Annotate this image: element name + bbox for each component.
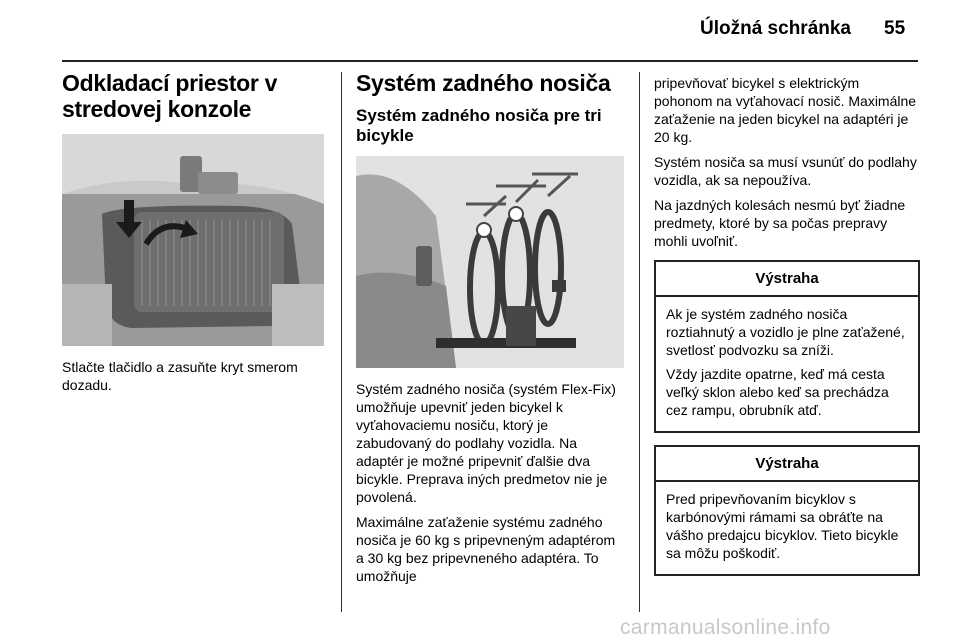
warning-paragraph: Vždy jazdite opatrne, keď má cesta veľký sklon alebo keď sa prechádza cez rampu, obrubník atď. bbox=[666, 366, 889, 418]
console-photo bbox=[62, 134, 324, 346]
warning-title: Výstraha bbox=[656, 262, 918, 297]
paragraph: Maximálne zaťaženie systému zadného nosiča je 60 kg s pripevneným adaptérom a 30 kg bez pripevneného adaptéra. To umožňuje bbox=[356, 514, 616, 584]
paragraph: Na jazdných kolesách nesmú byť žiadne predmety, ktoré by sa počas prepravy mohli uvoľniť. bbox=[654, 197, 906, 249]
column-storage-console bbox=[62, 70, 324, 401]
header-title: Úložná schránka bbox=[700, 18, 851, 39]
section-heading-console: Odkladací priestor v stredovej konzole bbox=[62, 70, 278, 122]
rear-carrier-body bbox=[356, 380, 624, 585]
column-divider-2 bbox=[639, 72, 640, 612]
paragraph: Systém zadného nosiča (systém Flex-Fix) umožňuje upevniť jeden bicykel k vyťahovaciemu nosiču, ktorý je zabudovaný do podlahy vozidla. Na adaptér je možné pripevniť ďalšie dva bicykle. Preprava iných predmetov nie je povolená. bbox=[356, 381, 616, 505]
console-illustration bbox=[62, 134, 324, 346]
warning-body bbox=[656, 297, 918, 431]
warning-paragraph: Pred pripevňovaním bicyklov s karbónovými rámami sa obráťte na vášho predajcu bicyklov. Tieto bicykle sa môžu poškodiť. bbox=[666, 491, 899, 561]
page-number: 55 bbox=[884, 18, 906, 39]
warning-title: Výstraha bbox=[656, 447, 918, 482]
console-instruction: Stlačte tlačidlo a zasuňte kryt smerom dozadu. bbox=[62, 359, 298, 393]
warning-paragraph: Ak je systém zadného nosiča roztiahnutý a vozidlo je plne zaťažené, svetlosť podvozku sa zníži. bbox=[666, 306, 905, 358]
column-continued bbox=[654, 74, 920, 576]
warning-box-carbon-frames bbox=[654, 445, 920, 576]
subheading-three-bicycles: Systém zadného nosiča pre tri bicykle bbox=[356, 106, 602, 145]
bicycle-carrier-photo bbox=[356, 156, 624, 368]
watermark: carmanualsonline.info bbox=[620, 616, 831, 639]
paragraph: Systém nosiča sa musí vsunúť do podlahy vozidla, ak sa nepoužíva. bbox=[654, 154, 917, 188]
warning-body bbox=[656, 482, 918, 574]
bicycle-carrier-illustration bbox=[356, 156, 624, 368]
warning-box-ground-clearance bbox=[654, 260, 920, 433]
header-divider bbox=[62, 60, 918, 62]
column-rear-carrier bbox=[356, 70, 624, 592]
column-divider-1 bbox=[341, 72, 342, 612]
section-heading-rear-carrier: Systém zadného nosiča bbox=[356, 70, 611, 96]
paragraph: pripevňovať bicykel s elektrickým pohonom na vyťahovací nosič. Maximálne zaťaženie na jeden bicykel na adaptéri je 20 kg. bbox=[654, 75, 917, 145]
